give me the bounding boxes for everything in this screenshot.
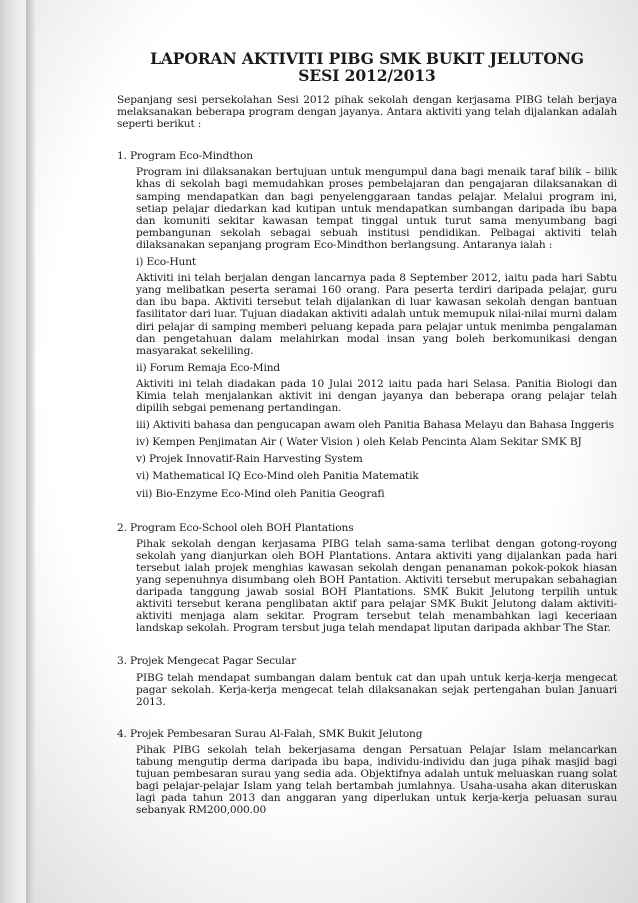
title-line-1: LAPORAN AKTIVITI PIBG SMK BUKIT JELUTONG (150, 49, 584, 68)
item-label: iii) Aktiviti bahasa dan pengucapan awam oleh Panitia Bahasa Melayu dan Bahasa Inggeris (136, 419, 614, 432)
binding-edge (0, 0, 26, 903)
item-label: v) Projek Innovatif-Rain Harvesting System (136, 453, 363, 466)
section-body: Pihak sekolah dengan kerjasama PIBG telah sama-sama terlibat dengan gotong-royong sekolah yang dianjurkan oleh BOH Plantations. Antara aktiviti yang dijalankan pada hari tersebut ialah projek menghias kawasan sekolah dengan penanaman pokok-pokok hiasan yang sepenuhnya disumbang oleh BOH Pantation. Aktiviti tersebut merupakan sebahagian daripada tanggung jawab sosial BOH Plantations. SMK Bukit Jelutong terpilih untuk aktiviti tersebut kerana penglibatan aktif para pelajar SMK Bukit Jelutong dalam aktiviti-aktiviti menjaga alam sekitar. Program tersebut telah menambahkan lagi keceriaan landskap sekolah. Program tersbut juga telah mendapat liputan daripada akhbar The Star. (136, 537, 617, 635)
section-body: PIBG telah mendapat sumbangan dalam bentuk cat dan upah untuk kerja-kerja mengecat pagar sekolah. Kerja-kerja mengecat telah dilaksanakan sejak pertengahan bulan Januari 2013. (136, 671, 617, 708)
title-line-2: SESI 2012/2013 (298, 66, 436, 85)
section-body: Pihak PIBG sekolah telah bekerjasama dengan Persatuan Pelajar Islam melancarkan tabung mengutip derma daripada ibu bapa, individu-individu dan juga pihak masjid bagi tujuan pembesaran surau yang sedia ada. Objektifnya adalah untuk meluaskan ruang solat bagi pelajar-pelajar Islam yang telah bertambah jumlahnya. Usaha-usaha akan diteruskan lagi pada tahun 2013 dan anggaran yang diperlukan untuk kerja-kerja peluasan surau sebanyak RM200,000.00 (136, 743, 617, 817)
section-heading: 4. Projek Pembesaran Surau Al-Falah, SMK Bukit Jelutong (117, 727, 423, 740)
section-heading: 1. Program Eco-Mindthon (117, 150, 253, 163)
item-text: Aktiviti ini telah diadakan pada 10 Julai 2012 iaitu pada hari Selasa. Panitia Biologi dan Kimia telah menjalankan aktivit ini dengan jayanya dan beberapa orang pelajar telah dipilih sebgai pemenang pertandingan. (136, 377, 617, 415)
section-pagar (117, 655, 617, 707)
section-surau (117, 728, 617, 817)
item-label: vii) Bio-Enzyme Eco-Mind oleh Panitia Geografi (136, 487, 385, 500)
intro-paragraph: Sepanjang sesi persekolahan Sesi 2012 pihak sekolah dengan kerjasama PIBG telah berjaya melaksanakan beberapa program dengan jayanya. Antara aktiviti yang telah dijalankan adalah seperti berikut : (117, 94, 617, 131)
item-text: Aktiviti ini telah berjalan dengan lancarnya pada 8 September 2012, iaitu pada hari Sabtu yang melibatkan peserta seramai 160 orang. Para peserta terdiri daripada pelajar, guru dan ibu bapa. Aktiviti tersebut telah dijalankan di luar kawasan sekolah dengan bantuan fasilitator dari luar. Tujuan diadakan aktiviti adalah untuk memupuk nilai-nilai murni dalam diri pelajar di samping memberi peluang kepada para pelajar untuk menimba pengalaman dan pengetahuan dalam melahirkan modal insan yang boleh berkomunikasi dengan masyarakat sekeliling. (136, 272, 617, 357)
section-heading: 2. Program Eco-School oleh BOH Plantations (117, 521, 354, 534)
item-label: ii) Forum Remaja Eco-Mind (136, 361, 281, 374)
section-heading: 3. Projek Mengecat Pagar Secular (117, 655, 296, 668)
section-body: Program ini dilaksanakan bertujuan untuk mengumpul dana bagi menaik taraf bilik – bilik khas di sekolah bagi memudahkan proses pembelajaran dan pengajaran dilaksanakan di samping mendapatkan dan bagi penyelenggaraan tandas pelajar. Melalui program ini, setiap pelajar diedarkan kad kutipan untuk mendapatkan sumbangan daripada ibu bapa dan komuniti sekitar kawasan tempat tinggal untuk turut sama menyumbang bagi pembangunan sekolah sebagai sebuah institusi pendidikan. Pelbagai aktiviti telah dilaksanakan sepanjang program Eco-Mindthon berlangsung. Antaranya ialah : (136, 166, 617, 251)
section-eco-school (117, 522, 617, 635)
section-eco-mindthon (117, 150, 617, 499)
binding-shadow (26, 0, 36, 903)
item-label: iv) Kempen Penjimatan Air ( Water Vision ) oleh Kelab Pencinta Alam Sekitar SMK BJ (136, 436, 582, 449)
item-label: vi) Mathematical IQ Eco-Mind oleh Panitia Matematik (136, 470, 419, 483)
page-title (117, 50, 617, 84)
item-label: i) Eco-Hunt (136, 256, 197, 269)
document-body (117, 50, 617, 839)
